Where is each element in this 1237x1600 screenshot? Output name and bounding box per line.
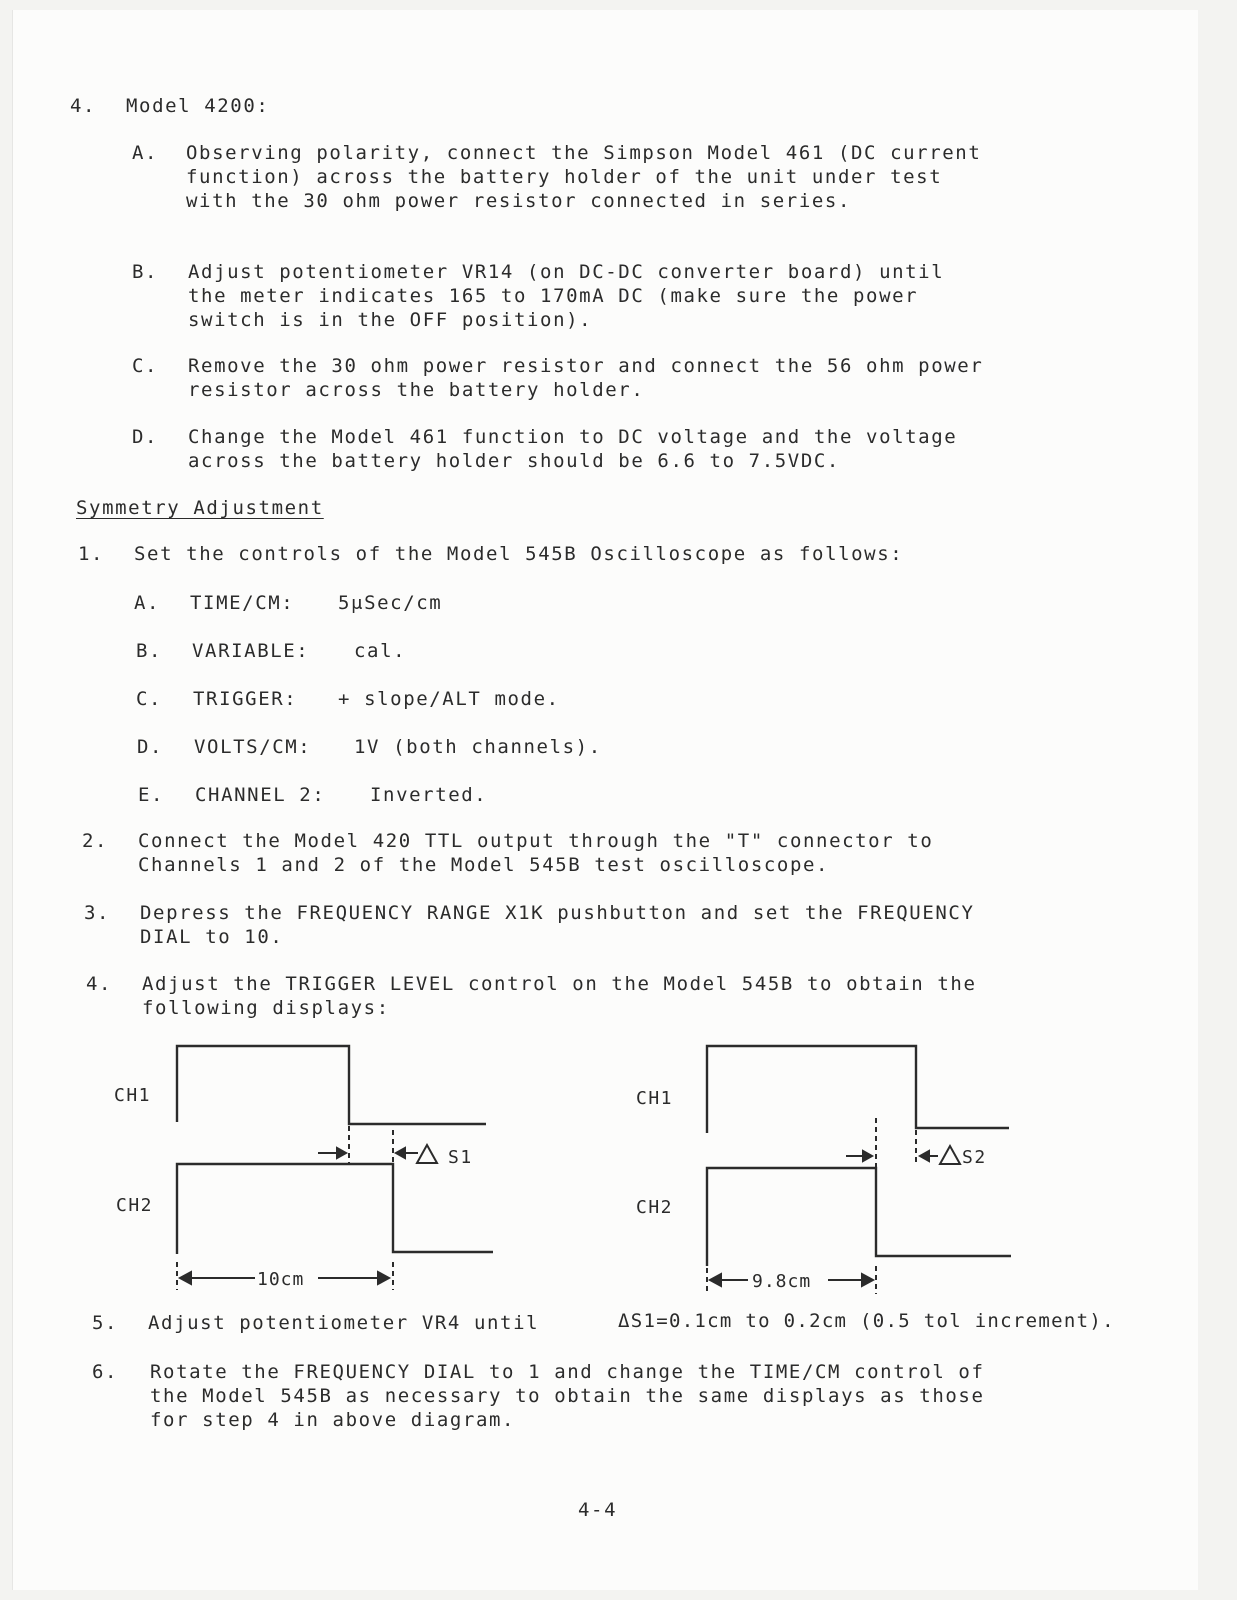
step-number: 4. (86, 973, 113, 995)
step-letter: C. (132, 355, 159, 377)
step-number: 6. (92, 1361, 119, 1383)
step-number: 1. (78, 543, 105, 565)
left-delta-label: S1 (448, 1147, 473, 1168)
left-ch2-label: CH2 (116, 1195, 154, 1216)
section-number: 4. (70, 95, 97, 117)
page-number: 4-4 (578, 1499, 618, 1521)
right-ch1-label: CH1 (636, 1088, 674, 1109)
step-text-line: Change the Model 461 function to DC voltage and the voltage (188, 426, 958, 448)
setting-letter: D. (137, 736, 164, 758)
left-width-label: 10cm (257, 1269, 305, 1290)
setting-value: cal. (354, 640, 407, 662)
document-page (12, 10, 1198, 1590)
right-delta-label: S2 (962, 1147, 987, 1168)
setting-letter: B. (136, 640, 163, 662)
step-text-line: Channels 1 and 2 of the Model 545B test oscilloscope. (138, 854, 830, 876)
step-text-line: with the 30 ohm power resistor connected in series. (186, 190, 851, 212)
setting-value: 5μSec/cm (338, 592, 443, 614)
setting-value: + slope/ALT mode. (338, 688, 560, 710)
step-text-line: Remove the 30 ohm power resistor and connect the 56 ohm power (188, 355, 984, 377)
step-text-line: for step 4 in above diagram. (150, 1409, 516, 1431)
right-ch2-label: CH2 (636, 1197, 674, 1218)
setting-letter: C. (136, 688, 163, 710)
step-text: Set the controls of the Model 545B Oscilloscope as follows: (134, 543, 904, 565)
step-text-line: the meter indicates 165 to 170mA DC (make sure the power (188, 285, 919, 307)
step-text-line: Adjust potentiometer VR14 (on DC-DC converter board) until (188, 261, 945, 283)
setting-label: TIME/CM: (190, 592, 295, 614)
step-text-line: across the battery holder should be 6.6 to 7.5VDC. (188, 450, 840, 472)
setting-value: 1V (both channels). (354, 736, 602, 758)
step-text-line: switch is in the OFF position). (188, 309, 593, 331)
section-heading: Symmetry Adjustment (76, 497, 324, 519)
step-letter: A. (132, 142, 159, 164)
setting-letter: E. (138, 784, 165, 806)
setting-value: Inverted. (370, 784, 488, 806)
setting-label: CHANNEL 2: (195, 784, 326, 806)
step-formula: ΔS1=0.1cm to 0.2cm (0.5 tol increment). (618, 1310, 1115, 1332)
step-text-line: Rotate the FREQUENCY DIAL to 1 and change the TIME/CM control of (150, 1361, 985, 1383)
step-number: 3. (84, 902, 111, 924)
setting-label: TRIGGER: (193, 688, 298, 710)
step-text: Adjust potentiometer VR4 until (148, 1312, 540, 1334)
step-number: 2. (82, 830, 109, 852)
setting-label: VOLTS/CM: (194, 736, 312, 758)
step-text-line: DIAL to 10. (140, 926, 284, 948)
step-text-line: following displays: (142, 997, 390, 1019)
step-text-line: function) across the battery holder of the unit under test (186, 166, 943, 188)
section-title: Model 4200: (126, 95, 270, 117)
step-text-line: Observing polarity, connect the Simpson Model 461 (DC current (186, 142, 982, 164)
step-text-line: Adjust the TRIGGER LEVEL control on the Model 545B to obtain the (142, 973, 977, 995)
step-number: 5. (92, 1312, 119, 1334)
setting-label: VARIABLE: (192, 640, 310, 662)
step-letter: B. (132, 261, 159, 283)
left-ch1-label: CH1 (114, 1085, 152, 1106)
step-text-line: Depress the FREQUENCY RANGE X1K pushbutton and set the FREQUENCY (140, 902, 975, 924)
step-letter: D. (132, 426, 159, 448)
right-width-label: 9.8cm (752, 1271, 812, 1292)
setting-letter: A. (134, 592, 161, 614)
step-text-line: the Model 545B as necessary to obtain the same displays as those (150, 1385, 985, 1407)
step-text-line: Connect the Model 420 TTL output through the "T" connector to (138, 830, 934, 852)
step-text-line: resistor across the battery holder. (188, 379, 645, 401)
